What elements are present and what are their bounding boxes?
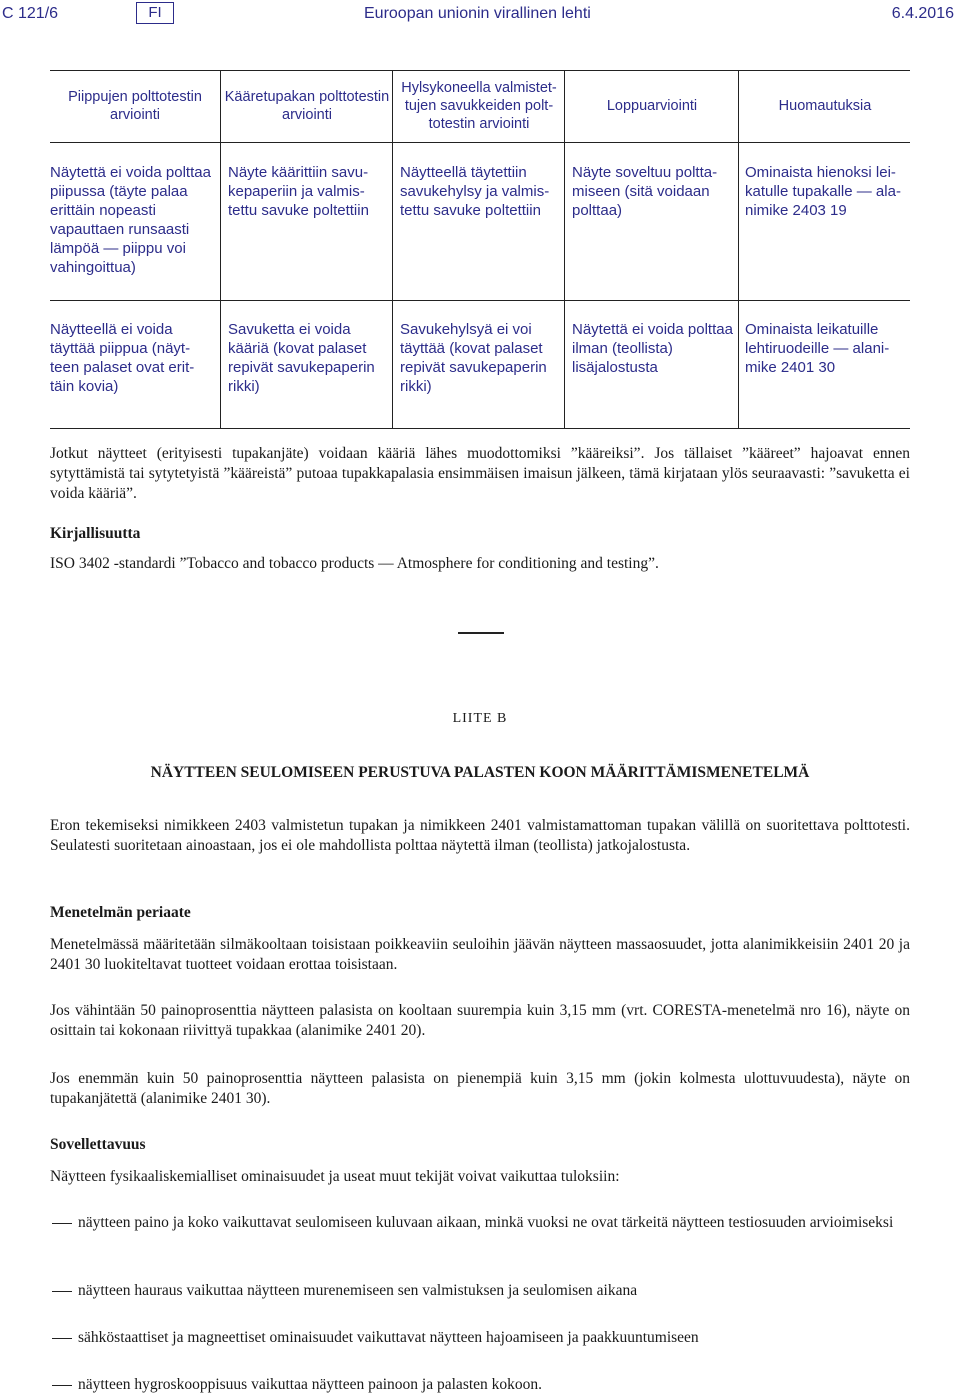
list-item-text: näytteen paino ja koko vaikuttavat seulomiseen kuluvaan aikaan, minkä vuoksi ne ovat tärkeitä näytteen testiosuuden arvioimiseksi (78, 1214, 894, 1231)
table-column-divider (738, 70, 739, 428)
table-cell: Näyte soveltuu polttamiseen (sitä voidaan polttaa) (572, 164, 718, 219)
method-paragraph-3: Jos enemmän kuin 50 painoprosenttia näytteen palasista on pienempiä kuin 3,15 mm (jokin kolmesta ulottuvuudesta), näyte on tupakanjätettä (alanimike 2401 30). (50, 1070, 910, 1107)
scope-heading: Sovellettavuus (50, 1136, 146, 1153)
method-heading: Menetelmän periaate (50, 904, 191, 921)
table-column-divider (220, 70, 221, 428)
literature-heading: Kirjallisuutta (50, 525, 141, 542)
journal-title: Euroopan unionin virallinen lehti (364, 5, 591, 22)
rolling-note-paragraph: Jotkut näytteet (erityisesti tupakanjäte) voidaan kääriä lähes muodottomiksi ”kääreiksi”. Jos tällaiset ”kääreet” hajoavat ennen sytyttämistä tai sytytetyistä ”kääreistä” putoaa tupakkapalasia ensimmäisen imaisun jälkeen, tämä kirjataan ylös seuraavasti: ”savuketta ei voida kääriä”. (50, 445, 910, 502)
table-cell: Näytettä ei voida polttaa ilman (teollista) lisäjalostusta (572, 321, 733, 376)
column-header-final: Loppuarviointi (606, 98, 698, 114)
column-header-pipe: Piippujen polttotestin arviointi (68, 89, 202, 123)
list-item-text: näytteen hauraus vaikuttaa näytteen murenemiseen sen valmistuksen ja seulomisen aikana (78, 1282, 638, 1299)
list-item-text: sähköstaattiset ja magneettiset ominaisuudet vaikuttavat näytteen hajoamiseen ja paakkuuntumiseen (78, 1329, 699, 1346)
table-cell: Ominaista hienoksi leikatulle tupakalle — alanimike 2403 19 (745, 164, 901, 219)
table-cell: Ominaista leikatuille lehtiruodeille — alanimike 2401 30 (745, 321, 890, 376)
language-badge: FI (136, 2, 174, 24)
table-header-rule (50, 142, 910, 143)
literature-text: ISO 3402 -standardi ”Tobacco and tobacco products — Atmosphere for conditioning and testing”. (50, 555, 659, 572)
annex-title: NÄYTTEEN SEULOMISEEN PERUSTUVA PALASTEN KOON MÄÄRITTÄMISMENETELMÄ (150, 764, 810, 781)
table-column-divider (564, 70, 565, 428)
table-cell: Savuketta ei voida kääriä (kovat palaset repivät savukepaperin rikki) (228, 321, 375, 395)
table-cell: Savukehylsyä ei voi täyttää (kovat palaset repivät savukepaperin rikki) (400, 321, 547, 395)
column-header-tube-machine: Hylsykoneella valmistettujen savukkeiden polttotestin arviointi (401, 80, 557, 132)
page-header (0, 0, 960, 30)
publication-date: 6.4.2016 (891, 5, 954, 22)
section-separator (458, 632, 504, 634)
table-cell: Näytteellä ei voida täyttää piippua (näytteen palaset ovat erittäin kovia) (50, 321, 195, 395)
column-header-notes: Huomautuksia (778, 98, 872, 114)
intro-paragraph: Eron tekemiseksi nimikkeen 2403 valmistetun tupakan ja nimikkeen 2401 valmistamattoman tupakan välillä on suoritettava polttotesti. Seulatesti suoritetaan ainoastaan, jos ei ole mahdollista polttaa näytettä ilman (teollista) jatkojalostusta. (50, 817, 910, 854)
table-column-divider (392, 70, 393, 428)
list-item-text: näytteen hygroskooppisuus vaikuttaa näytteen painoon ja palasten kokoon. (78, 1376, 543, 1393)
table-row-rule (50, 300, 910, 301)
table-cell: Näytteellä täytettiin savukehylsy ja valmistettu savuke poltettiin (400, 164, 550, 219)
table-cell: Näyte käärittiin savukepaperiin ja valmistettu savuke poltettiin (228, 164, 369, 219)
table-bottom-rule (50, 428, 910, 429)
method-paragraph-2: Jos vähintään 50 painoprosenttia näytteen palasista on kooltaan suurempia kuin 3,15 mm (vrt. CORESTA-menetelmä nro 16), näyte on osittain tai kokonaan riivittyä tupakkaa (alanimike 2401 20). (50, 1002, 910, 1039)
annex-label: LIITE B (452, 711, 508, 726)
journal-reference: C 121/6 (2, 5, 59, 22)
scope-intro: Näytteen fysikaaliskemialliset ominaisuudet ja useat muut tekijät voivat vaikuttaa tuloksiin: (50, 1168, 620, 1185)
method-paragraph-1: Menetelmässä määritetään silmäkooltaan toisistaan poikkeaviin seuloihin jäävän näytteen massaosuudet, jotta alanimikkeisiin 2401 20 ja 2401 30 luokiteltavat tuotteet voidaan erottaa toisistaan. (50, 936, 910, 973)
table-cell: Näytettä ei voida polttaa piipussa (täyte palaa erittäin nopeasti vapauttaen runsaasti lämpöä — piippu voi vahingoittua) (50, 164, 211, 276)
column-header-rolled: Kääretupakan polttotestin arviointi (224, 89, 390, 123)
